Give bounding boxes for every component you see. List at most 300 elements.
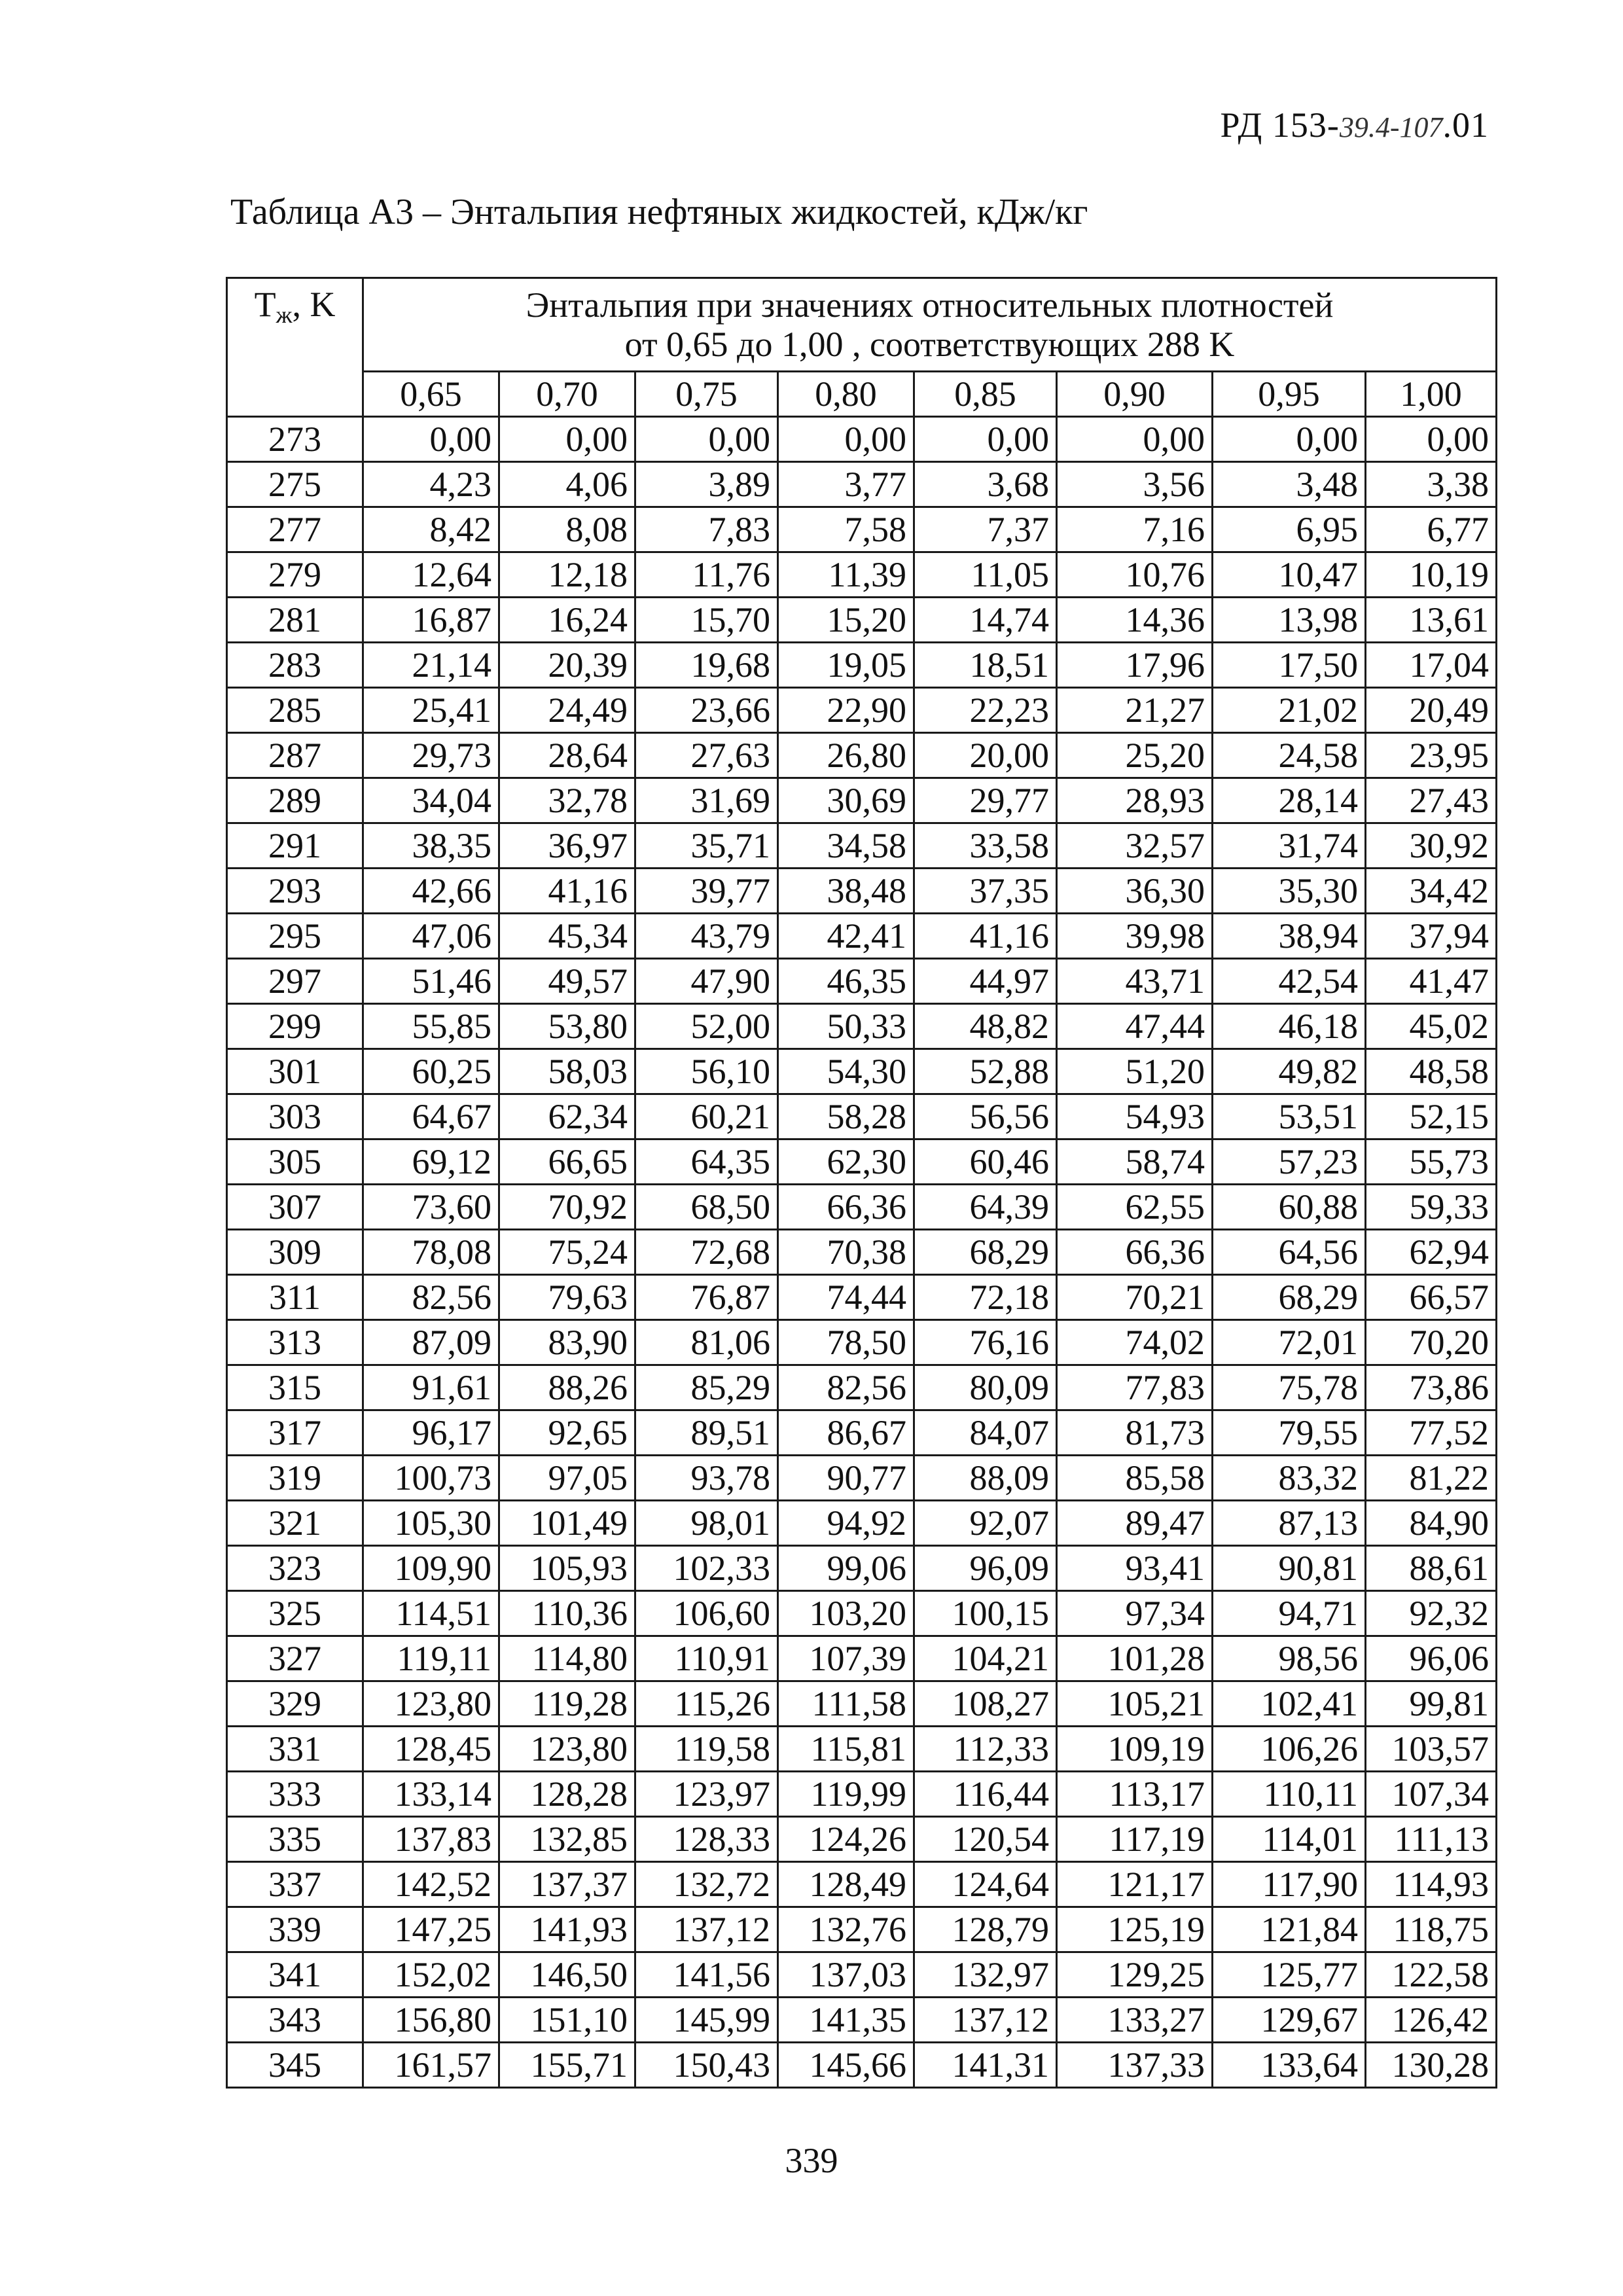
enthalpy-cell: 8,42 <box>363 507 499 552</box>
enthalpy-cell: 46,18 <box>1213 1004 1366 1049</box>
enthalpy-cell: 87,13 <box>1213 1501 1366 1546</box>
enthalpy-cell: 145,66 <box>778 2043 914 2088</box>
enthalpy-cell: 141,31 <box>914 2043 1057 2088</box>
enthalpy-cell: 111,13 <box>1366 1817 1497 1862</box>
table-row <box>227 914 1497 959</box>
enthalpy-cell: 22,90 <box>778 688 914 733</box>
enthalpy-cell: 82,56 <box>778 1365 914 1410</box>
table-row <box>227 507 1497 552</box>
enthalpy-cell: 122,58 <box>1366 1952 1497 1998</box>
enthalpy-cell: 93,41 <box>1057 1546 1213 1591</box>
enthalpy-cell: 3,56 <box>1057 462 1213 507</box>
enthalpy-cell: 92,07 <box>914 1501 1057 1546</box>
enthalpy-cell: 70,20 <box>1366 1320 1497 1365</box>
enthalpy-cell: 14,74 <box>914 598 1057 643</box>
temperature-cell: 313 <box>227 1320 363 1365</box>
table-body <box>227 417 1497 2088</box>
enthalpy-cell: 119,11 <box>363 1636 499 1681</box>
table-row <box>227 688 1497 733</box>
enthalpy-cell: 55,73 <box>1366 1139 1497 1185</box>
enthalpy-cell: 90,81 <box>1213 1546 1366 1591</box>
enthalpy-cell: 68,50 <box>635 1185 778 1230</box>
enthalpy-cell: 57,23 <box>1213 1139 1366 1185</box>
enthalpy-cell: 64,35 <box>635 1139 778 1185</box>
enthalpy-cell: 121,84 <box>1213 1907 1366 1952</box>
enthalpy-cell: 114,93 <box>1366 1862 1497 1907</box>
temperature-cell: 295 <box>227 914 363 959</box>
temperature-cell: 311 <box>227 1275 363 1320</box>
table-row <box>227 1817 1497 1862</box>
enthalpy-cell: 53,80 <box>499 1004 635 1049</box>
enthalpy-cell: 42,41 <box>778 914 914 959</box>
enthalpy-cell: 92,65 <box>499 1410 635 1456</box>
table-row <box>227 1591 1497 1636</box>
enthalpy-cell: 113,17 <box>1057 1772 1213 1817</box>
enthalpy-cell: 0,00 <box>635 417 778 462</box>
enthalpy-cell: 62,94 <box>1366 1230 1497 1275</box>
enthalpy-cell: 7,58 <box>778 507 914 552</box>
enthalpy-cell: 6,77 <box>1366 507 1497 552</box>
temperature-cell: 279 <box>227 552 363 598</box>
enthalpy-cell: 45,34 <box>499 914 635 959</box>
enthalpy-cell: 20,49 <box>1366 688 1497 733</box>
table-row <box>227 1230 1497 1275</box>
enthalpy-cell: 0,00 <box>1057 417 1213 462</box>
enthalpy-cell: 38,35 <box>363 823 499 869</box>
enthalpy-cell: 101,49 <box>499 1501 635 1546</box>
enthalpy-cell: 0,00 <box>363 417 499 462</box>
enthalpy-cell: 99,06 <box>778 1546 914 1591</box>
table-row <box>227 643 1497 688</box>
doc-code-handwritten: 39.4-107 <box>1339 111 1443 143</box>
enthalpy-cell: 72,01 <box>1213 1320 1366 1365</box>
enthalpy-cell: 3,89 <box>635 462 778 507</box>
enthalpy-cell: 62,30 <box>778 1139 914 1185</box>
temperature-cell: 345 <box>227 2043 363 2088</box>
enthalpy-cell: 56,10 <box>635 1049 778 1094</box>
doc-code-suffix: .01 <box>1442 105 1489 145</box>
table-row <box>227 869 1497 914</box>
table-container <box>226 277 1495 2089</box>
enthalpy-cell: 19,68 <box>635 643 778 688</box>
table-row <box>227 1320 1497 1365</box>
enthalpy-cell: 77,52 <box>1366 1410 1497 1456</box>
temperature-cell: 305 <box>227 1139 363 1185</box>
enthalpy-cell: 6,95 <box>1213 507 1366 552</box>
enthalpy-cell: 21,02 <box>1213 688 1366 733</box>
enthalpy-cell: 25,20 <box>1057 733 1213 778</box>
enthalpy-cell: 146,50 <box>499 1952 635 1998</box>
enthalpy-cell: 70,92 <box>499 1185 635 1230</box>
enthalpy-cell: 66,36 <box>1057 1230 1213 1275</box>
enthalpy-cell: 24,49 <box>499 688 635 733</box>
enthalpy-cell: 58,03 <box>499 1049 635 1094</box>
enthalpy-cell: 99,81 <box>1366 1681 1497 1727</box>
enthalpy-cell: 12,18 <box>499 552 635 598</box>
enthalpy-cell: 156,80 <box>363 1998 499 2043</box>
density-header: 0,70 <box>499 372 635 417</box>
enthalpy-cell: 47,90 <box>635 959 778 1004</box>
enthalpy-cell: 119,99 <box>778 1772 914 1817</box>
enthalpy-cell: 111,58 <box>778 1681 914 1727</box>
enthalpy-cell: 73,86 <box>1366 1365 1497 1410</box>
enthalpy-cell: 130,28 <box>1366 2043 1497 2088</box>
enthalpy-cell: 85,29 <box>635 1365 778 1410</box>
enthalpy-cell: 28,14 <box>1213 778 1366 823</box>
enthalpy-cell: 104,21 <box>914 1636 1057 1681</box>
enthalpy-cell: 68,29 <box>914 1230 1057 1275</box>
enthalpy-cell: 48,58 <box>1366 1049 1497 1094</box>
enthalpy-cell: 17,50 <box>1213 643 1366 688</box>
temperature-cell: 291 <box>227 823 363 869</box>
enthalpy-cell: 73,60 <box>363 1185 499 1230</box>
enthalpy-cell: 42,54 <box>1213 959 1366 1004</box>
enthalpy-cell: 18,51 <box>914 643 1057 688</box>
enthalpy-cell: 8,08 <box>499 507 635 552</box>
enthalpy-cell: 133,64 <box>1213 2043 1366 2088</box>
enthalpy-cell: 33,58 <box>914 823 1057 869</box>
enthalpy-cell: 129,67 <box>1213 1998 1366 2043</box>
enthalpy-cell: 41,16 <box>914 914 1057 959</box>
enthalpy-cell: 137,12 <box>914 1998 1057 2043</box>
enthalpy-cell: 20,39 <box>499 643 635 688</box>
enthalpy-cell: 78,50 <box>778 1320 914 1365</box>
enthalpy-cell: 109,90 <box>363 1546 499 1591</box>
table-row <box>227 1004 1497 1049</box>
enthalpy-cell: 89,51 <box>635 1410 778 1456</box>
enthalpy-cell: 123,97 <box>635 1772 778 1817</box>
enthalpy-cell: 12,64 <box>363 552 499 598</box>
enthalpy-cell: 31,74 <box>1213 823 1366 869</box>
enthalpy-cell: 105,30 <box>363 1501 499 1546</box>
enthalpy-cell: 39,98 <box>1057 914 1213 959</box>
enthalpy-cell: 22,23 <box>914 688 1057 733</box>
enthalpy-cell: 81,06 <box>635 1320 778 1365</box>
enthalpy-cell: 117,90 <box>1213 1862 1366 1907</box>
enthalpy-cell: 110,36 <box>499 1591 635 1636</box>
density-header: 0,75 <box>635 372 778 417</box>
enthalpy-cell: 129,25 <box>1057 1952 1213 1998</box>
enthalpy-cell: 0,00 <box>778 417 914 462</box>
enthalpy-cell: 94,71 <box>1213 1591 1366 1636</box>
density-header-row <box>227 372 1497 417</box>
enthalpy-cell: 38,48 <box>778 869 914 914</box>
enthalpy-cell: 41,16 <box>499 869 635 914</box>
enthalpy-cell: 44,97 <box>914 959 1057 1004</box>
enthalpy-cell: 103,20 <box>778 1591 914 1636</box>
enthalpy-cell: 47,06 <box>363 914 499 959</box>
enthalpy-cell: 141,56 <box>635 1952 778 1998</box>
enthalpy-cell: 83,32 <box>1213 1456 1366 1501</box>
enthalpy-cell: 133,27 <box>1057 1998 1213 2043</box>
enthalpy-cell: 88,61 <box>1366 1546 1497 1591</box>
enthalpy-cell: 91,61 <box>363 1365 499 1410</box>
table-row <box>227 1727 1497 1772</box>
enthalpy-cell: 0,00 <box>1213 417 1366 462</box>
enthalpy-cell: 23,95 <box>1366 733 1497 778</box>
temperature-cell: 325 <box>227 1591 363 1636</box>
enthalpy-cell: 107,39 <box>778 1636 914 1681</box>
enthalpy-cell: 137,33 <box>1057 2043 1213 2088</box>
enthalpy-cell: 49,57 <box>499 959 635 1004</box>
enthalpy-cell: 74,44 <box>778 1275 914 1320</box>
enthalpy-cell: 11,39 <box>778 552 914 598</box>
enthalpy-cell: 46,35 <box>778 959 914 1004</box>
enthalpy-cell: 7,83 <box>635 507 778 552</box>
enthalpy-cell: 60,25 <box>363 1049 499 1094</box>
density-header: 0,90 <box>1057 372 1213 417</box>
enthalpy-cell: 105,93 <box>499 1546 635 1591</box>
temperature-cell: 301 <box>227 1049 363 1094</box>
table-row <box>227 1952 1497 1998</box>
temp-header-unit: , K <box>292 285 336 324</box>
table-row <box>227 1365 1497 1410</box>
enthalpy-cell: 142,52 <box>363 1862 499 1907</box>
enthalpy-cell: 11,05 <box>914 552 1057 598</box>
enthalpy-cell: 141,35 <box>778 1998 914 2043</box>
enthalpy-cell: 76,16 <box>914 1320 1057 1365</box>
enthalpy-cell: 69,12 <box>363 1139 499 1185</box>
enthalpy-cell: 31,69 <box>635 778 778 823</box>
enthalpy-cell: 36,30 <box>1057 869 1213 914</box>
temperature-cell: 307 <box>227 1185 363 1230</box>
enthalpy-cell: 66,36 <box>778 1185 914 1230</box>
temperature-cell: 327 <box>227 1636 363 1681</box>
enthalpy-cell: 101,28 <box>1057 1636 1213 1681</box>
enthalpy-cell: 145,99 <box>635 1998 778 2043</box>
density-header: 0,95 <box>1213 372 1366 417</box>
table-row <box>227 552 1497 598</box>
enthalpy-cell: 16,24 <box>499 598 635 643</box>
enthalpy-cell: 16,87 <box>363 598 499 643</box>
enthalpy-cell: 119,28 <box>499 1681 635 1727</box>
table-row <box>227 1501 1497 1546</box>
enthalpy-cell: 3,68 <box>914 462 1057 507</box>
temperature-cell: 289 <box>227 778 363 823</box>
page-number: 339 <box>785 2141 838 2180</box>
enthalpy-cell: 51,46 <box>363 959 499 1004</box>
enthalpy-cell: 59,33 <box>1366 1185 1497 1230</box>
enthalpy-cell: 35,71 <box>635 823 778 869</box>
temperature-cell: 275 <box>227 462 363 507</box>
enthalpy-cell: 48,82 <box>914 1004 1057 1049</box>
table-row <box>227 1049 1497 1094</box>
group-header-line1: Энтальпия при значениях относительных плотностей <box>526 285 1334 325</box>
table-row <box>227 1275 1497 1320</box>
temperature-cell: 283 <box>227 643 363 688</box>
enthalpy-cell: 76,87 <box>635 1275 778 1320</box>
enthalpy-cell: 87,09 <box>363 1320 499 1365</box>
enthalpy-cell: 96,06 <box>1366 1636 1497 1681</box>
table-row <box>227 2043 1497 2088</box>
enthalpy-cell: 0,00 <box>499 417 635 462</box>
temperature-cell: 299 <box>227 1004 363 1049</box>
temperature-cell: 331 <box>227 1727 363 1772</box>
enthalpy-cell: 62,55 <box>1057 1185 1213 1230</box>
enthalpy-cell: 132,72 <box>635 1862 778 1907</box>
enthalpy-cell: 155,71 <box>499 2043 635 2088</box>
enthalpy-cell: 29,77 <box>914 778 1057 823</box>
temperature-cell: 335 <box>227 1817 363 1862</box>
enthalpy-cell: 32,57 <box>1057 823 1213 869</box>
table-row <box>227 1185 1497 1230</box>
enthalpy-cell: 98,56 <box>1213 1636 1366 1681</box>
enthalpy-cell: 83,90 <box>499 1320 635 1365</box>
enthalpy-cell: 110,91 <box>635 1636 778 1681</box>
enthalpy-cell: 118,75 <box>1366 1907 1497 1952</box>
enthalpy-cell: 20,00 <box>914 733 1057 778</box>
enthalpy-cell: 54,30 <box>778 1049 914 1094</box>
enthalpy-cell: 4,06 <box>499 462 635 507</box>
enthalpy-cell: 15,20 <box>778 598 914 643</box>
enthalpy-cell: 55,85 <box>363 1004 499 1049</box>
table-row <box>227 1636 1497 1681</box>
enthalpy-cell: 128,28 <box>499 1772 635 1817</box>
enthalpy-cell: 47,44 <box>1057 1004 1213 1049</box>
enthalpy-cell: 56,56 <box>914 1094 1057 1139</box>
temperature-cell: 329 <box>227 1681 363 1727</box>
enthalpy-cell: 112,33 <box>914 1727 1057 1772</box>
temperature-cell: 309 <box>227 1230 363 1275</box>
enthalpy-cell: 74,02 <box>1057 1320 1213 1365</box>
enthalpy-cell: 161,57 <box>363 2043 499 2088</box>
enthalpy-cell: 13,98 <box>1213 598 1366 643</box>
enthalpy-cell: 147,25 <box>363 1907 499 1952</box>
enthalpy-cell: 123,80 <box>363 1681 499 1727</box>
enthalpy-cell: 27,63 <box>635 733 778 778</box>
enthalpy-cell: 114,51 <box>363 1591 499 1636</box>
enthalpy-cell: 81,22 <box>1366 1456 1497 1501</box>
enthalpy-cell: 27,43 <box>1366 778 1497 823</box>
enthalpy-cell: 150,43 <box>635 2043 778 2088</box>
enthalpy-cell: 34,58 <box>778 823 914 869</box>
enthalpy-cell: 128,45 <box>363 1727 499 1772</box>
enthalpy-cell: 151,10 <box>499 1998 635 2043</box>
enthalpy-cell: 39,77 <box>635 869 778 914</box>
enthalpy-cell: 53,51 <box>1213 1094 1366 1139</box>
enthalpy-cell: 96,09 <box>914 1546 1057 1591</box>
table-row <box>227 462 1497 507</box>
enthalpy-cell: 114,01 <box>1213 1817 1366 1862</box>
enthalpy-cell: 45,02 <box>1366 1004 1497 1049</box>
enthalpy-cell: 106,26 <box>1213 1727 1366 1772</box>
enthalpy-cell: 54,93 <box>1057 1094 1213 1139</box>
enthalpy-cell: 11,76 <box>635 552 778 598</box>
enthalpy-cell: 84,07 <box>914 1410 1057 1456</box>
enthalpy-cell: 77,83 <box>1057 1365 1213 1410</box>
enthalpy-cell: 97,34 <box>1057 1591 1213 1636</box>
enthalpy-group-header <box>363 278 1497 372</box>
temperature-cell: 341 <box>227 1952 363 1998</box>
enthalpy-cell: 119,58 <box>635 1727 778 1772</box>
enthalpy-cell: 52,00 <box>635 1004 778 1049</box>
table-row <box>227 1998 1497 2043</box>
temperature-cell: 303 <box>227 1094 363 1139</box>
enthalpy-cell: 94,92 <box>778 1501 914 1546</box>
enthalpy-cell: 124,64 <box>914 1862 1057 1907</box>
temperature-cell: 297 <box>227 959 363 1004</box>
enthalpy-cell: 52,88 <box>914 1049 1057 1094</box>
temp-header-symbol: T <box>254 285 276 324</box>
table-row <box>227 1094 1497 1139</box>
enthalpy-cell: 36,97 <box>499 823 635 869</box>
enthalpy-cell: 72,18 <box>914 1275 1057 1320</box>
enthalpy-cell: 10,47 <box>1213 552 1366 598</box>
enthalpy-cell: 110,11 <box>1213 1772 1366 1817</box>
enthalpy-cell: 0,00 <box>1366 417 1497 462</box>
enthalpy-cell: 19,05 <box>778 643 914 688</box>
table-row <box>227 1907 1497 1952</box>
enthalpy-cell: 97,05 <box>499 1456 635 1501</box>
temperature-cell: 323 <box>227 1546 363 1591</box>
density-header: 0,65 <box>363 372 499 417</box>
enthalpy-cell: 17,04 <box>1366 643 1497 688</box>
enthalpy-cell: 51,20 <box>1057 1049 1213 1094</box>
enthalpy-cell: 17,96 <box>1057 643 1213 688</box>
temperature-cell: 281 <box>227 598 363 643</box>
enthalpy-cell: 109,19 <box>1057 1727 1213 1772</box>
temperature-cell: 315 <box>227 1365 363 1410</box>
enthalpy-cell: 66,57 <box>1366 1275 1497 1320</box>
enthalpy-cell: 124,26 <box>778 1817 914 1862</box>
enthalpy-cell: 7,16 <box>1057 507 1213 552</box>
temperature-cell: 319 <box>227 1456 363 1501</box>
temperature-cell: 337 <box>227 1862 363 1907</box>
enthalpy-cell: 125,19 <box>1057 1907 1213 1952</box>
table-row <box>227 1772 1497 1817</box>
enthalpy-cell: 35,30 <box>1213 869 1366 914</box>
table-row <box>227 1681 1497 1727</box>
enthalpy-cell: 10,19 <box>1366 552 1497 598</box>
enthalpy-cell: 107,34 <box>1366 1772 1497 1817</box>
table-row <box>227 417 1497 462</box>
enthalpy-cell: 43,71 <box>1057 959 1213 1004</box>
enthalpy-cell: 75,24 <box>499 1230 635 1275</box>
enthalpy-cell: 81,73 <box>1057 1410 1213 1456</box>
enthalpy-cell: 126,42 <box>1366 1998 1497 2043</box>
table-row <box>227 1456 1497 1501</box>
enthalpy-cell: 50,33 <box>778 1004 914 1049</box>
enthalpy-cell: 28,93 <box>1057 778 1213 823</box>
temperature-cell: 317 <box>227 1410 363 1456</box>
enthalpy-cell: 72,68 <box>635 1230 778 1275</box>
enthalpy-cell: 58,74 <box>1057 1139 1213 1185</box>
enthalpy-cell: 137,83 <box>363 1817 499 1862</box>
enthalpy-cell: 29,73 <box>363 733 499 778</box>
enthalpy-cell: 93,78 <box>635 1456 778 1501</box>
enthalpy-cell: 137,37 <box>499 1862 635 1907</box>
enthalpy-cell: 128,33 <box>635 1817 778 1862</box>
temperature-column-header <box>227 278 363 417</box>
enthalpy-cell: 34,04 <box>363 778 499 823</box>
enthalpy-cell: 64,39 <box>914 1185 1057 1230</box>
enthalpy-cell: 37,35 <box>914 869 1057 914</box>
temperature-cell: 285 <box>227 688 363 733</box>
enthalpy-cell: 152,02 <box>363 1952 499 1998</box>
enthalpy-cell: 133,14 <box>363 1772 499 1817</box>
enthalpy-cell: 23,66 <box>635 688 778 733</box>
enthalpy-cell: 84,90 <box>1366 1501 1497 1546</box>
temperature-cell: 333 <box>227 1772 363 1817</box>
enthalpy-cell: 68,29 <box>1213 1275 1366 1320</box>
enthalpy-cell: 21,14 <box>363 643 499 688</box>
enthalpy-cell: 106,60 <box>635 1591 778 1636</box>
enthalpy-cell: 62,34 <box>499 1094 635 1139</box>
temperature-cell: 343 <box>227 1998 363 2043</box>
enthalpy-cell: 88,26 <box>499 1365 635 1410</box>
enthalpy-cell: 70,38 <box>778 1230 914 1275</box>
enthalpy-cell: 41,47 <box>1366 959 1497 1004</box>
